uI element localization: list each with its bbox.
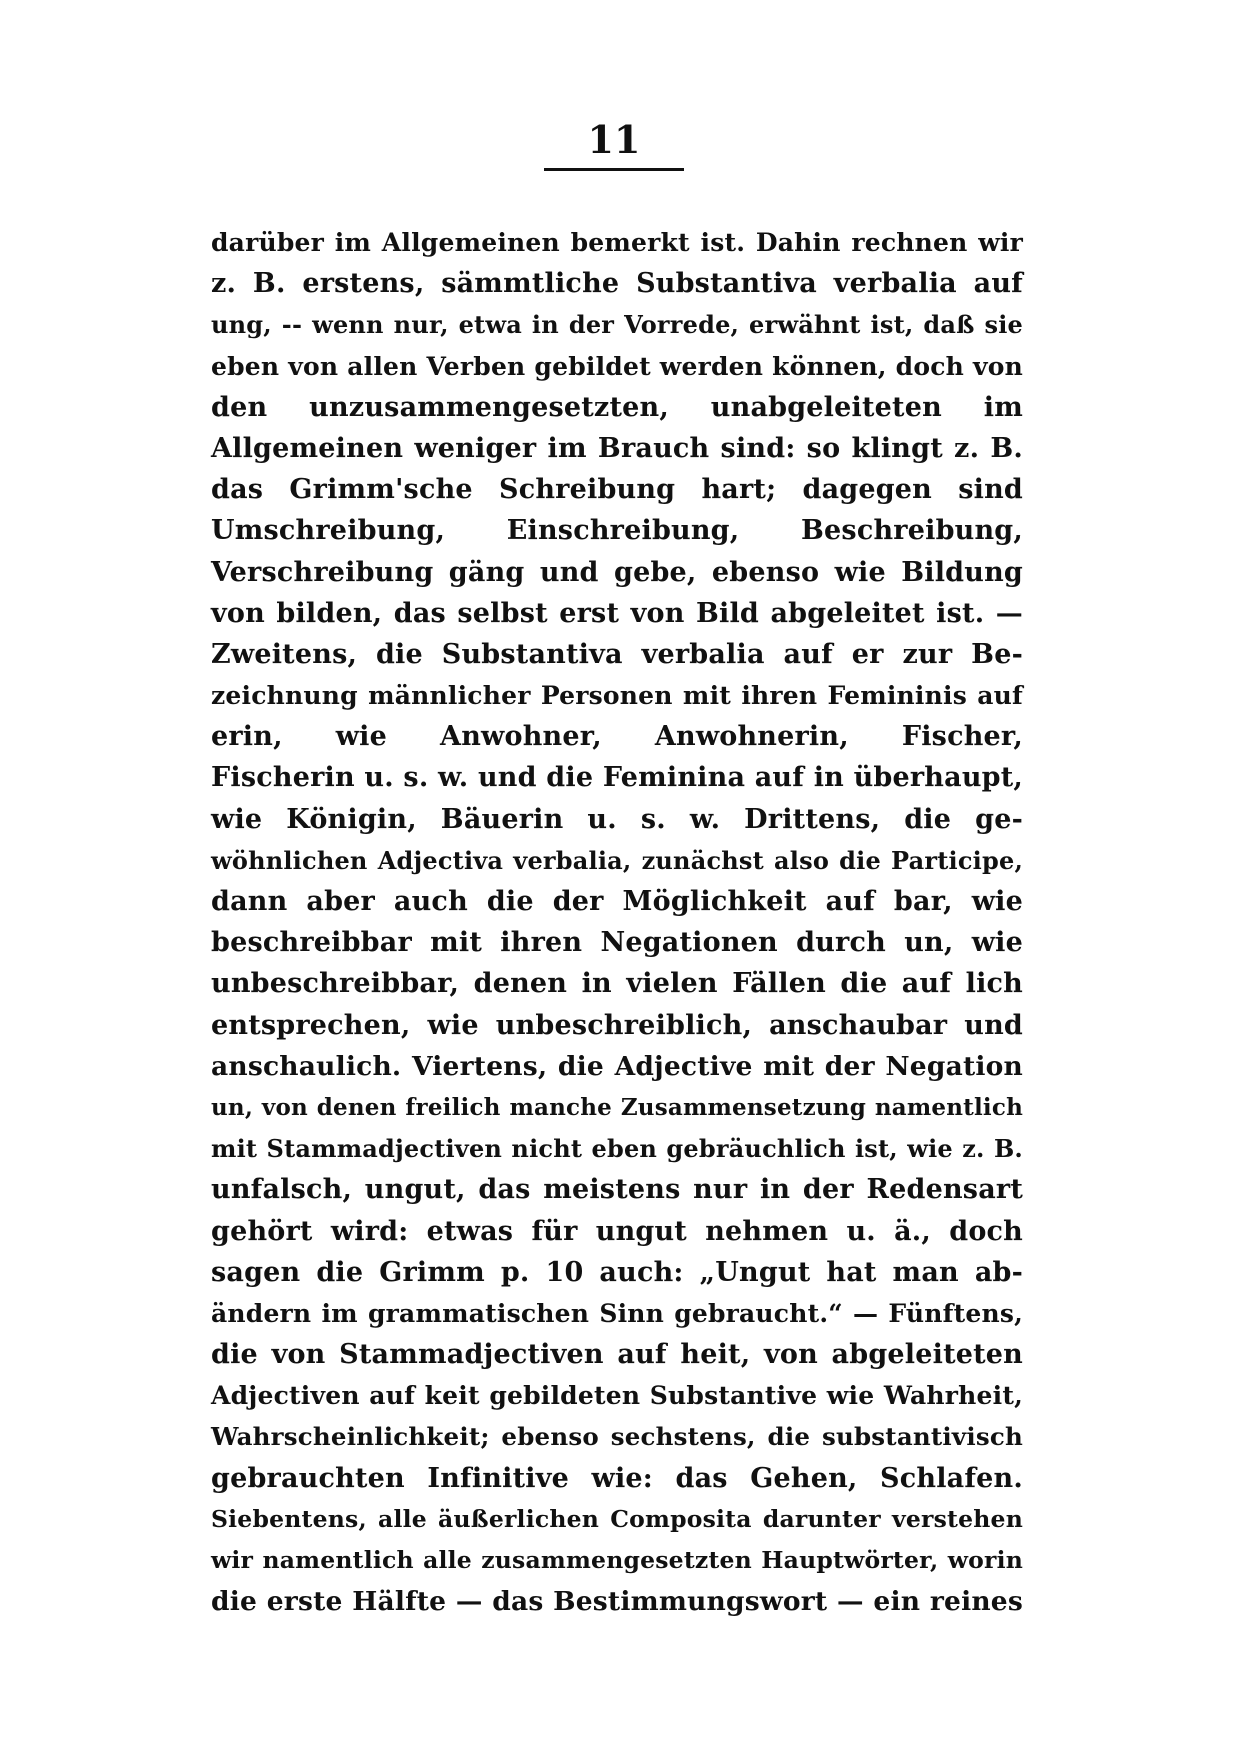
text-line: anschaulich. Viertens, die Adjective mit der Negation <box>211 1050 1023 1082</box>
text-line: wöhnlichen Adjectiva verbalia, zunächst also die Participe, <box>211 845 1023 875</box>
page-number-rule <box>544 168 684 171</box>
text-line: Verschreibung gäng und gebe, ebenso wie Bildung <box>211 556 1023 588</box>
text-line: erin, wie Anwohner, Anwohnerin, Fischer, <box>211 721 1023 753</box>
text-line: Allgemeinen weniger im Brauch sind: so klingt z. B. <box>211 432 1023 464</box>
text-line: z. B. erstens, sämmtliche Substantiva verbalia auf <box>211 268 1023 300</box>
text-line: unfalsch, ungut, das meistens nur in der Redensart <box>211 1174 1023 1206</box>
text-line: zeichnung männlicher Personen mit ihren Femininis auf <box>211 681 1023 711</box>
text-line: wie Königin, Bäuerin u. s. w. Drittens, die ge- <box>211 803 1023 835</box>
text-line: un, von denen freilich manche Zusammensetzung namentlich <box>211 1093 1023 1121</box>
text-line: entsprechen, wie unbeschreiblich, anschaubar und <box>211 1009 1023 1041</box>
text-line: gebrauchten Infinitive wie: das Gehen, Schlafen. <box>211 1462 1023 1494</box>
text-line: eben von allen Verben gebildet werden können, doch von <box>211 351 1023 381</box>
text-line: Siebentens, alle äußerlichen Composita darunter verstehen <box>211 1504 1023 1533</box>
text-line: Zweitens, die Substantiva verbalia auf er zur Be- <box>211 638 1023 670</box>
text-line: darüber im Allgemeinen bemerkt ist. Dahin rechnen wir <box>211 228 1023 257</box>
text-line: die von Stammadjectiven auf heit, von abgeleiteten <box>211 1339 1023 1371</box>
text-line: Fischerin u. s. w. und die Feminina auf in überhaupt, <box>211 762 1023 794</box>
text-line: von bilden, das selbst erst von Bild abgeleitet ist. — <box>211 597 1023 629</box>
text-line: wir namentlich alle zusammengesetzten Hauptwörter, worin <box>211 1546 1023 1574</box>
text-line: mit Stammadjectiven nicht eben gebräuchlich ist, wie z. B. <box>211 1134 1023 1164</box>
body-text <box>211 222 1023 1622</box>
text-line: das Grimm'sche Schreibung hart; dagegen sind <box>211 474 1023 506</box>
text-line: ung, -- wenn nur, etwa in der Vorrede, erwähnt ist, daß sie <box>211 310 1023 340</box>
text-line: sagen die Grimm p. 10 auch: „Ungut hat man ab- <box>211 1256 1023 1288</box>
text-line: den unzusammengesetzten, unabgeleiteten im <box>211 391 1023 423</box>
text-line: gehört wird: etwas für ungut nehmen u. ä., doch <box>211 1215 1023 1247</box>
text-line: Adjectiven auf keit gebildeten Substantive wie Wahrheit, <box>211 1381 1023 1411</box>
text-line: ändern im grammatischen Sinn gebraucht.“ — Fünftens, <box>211 1298 1023 1328</box>
text-line: Wahrscheinlichkeit; ebenso sechstens, die substantivisch <box>211 1422 1023 1452</box>
text-line: Umschreibung, Einschreibung, Beschreibung, <box>211 515 1023 547</box>
text-line: die erste Hälfte — das Bestimmungswort — ein reines <box>211 1586 1023 1618</box>
text-line: beschreibbar mit ihren Negationen durch un, wie <box>211 927 1023 959</box>
text-line: dann aber auch die der Möglichkeit auf bar, wie <box>211 886 1023 917</box>
text-line: unbeschreibbar, denen in vielen Fällen die auf lich <box>211 968 1023 1000</box>
page-number: 11 <box>587 117 641 162</box>
